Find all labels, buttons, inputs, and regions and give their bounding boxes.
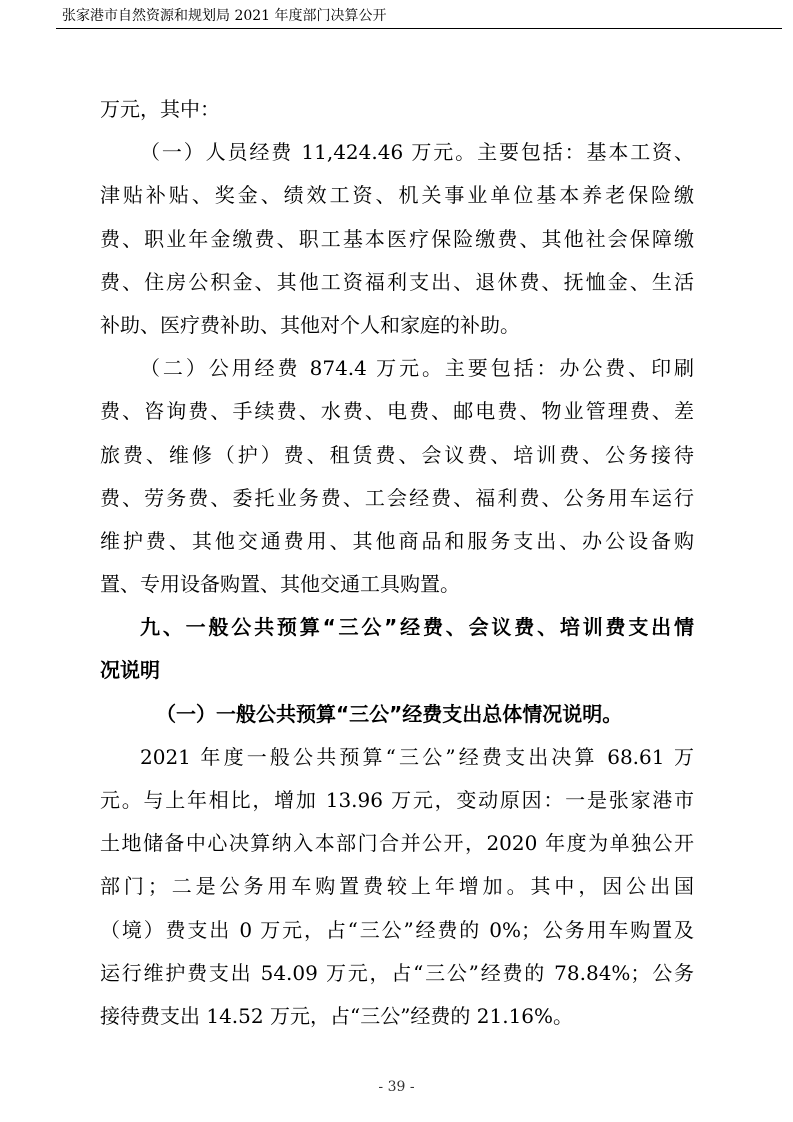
subsection-heading: （一）一般公共预算“三公”经费支出总体情况说明。 (156, 701, 623, 726)
body-line-10: 费、劳务费、委托业务费、工会经费、福利费、公务用车运行 (100, 485, 694, 510)
body-line-21: 运行维护费支出 54.09 万元，占“三公”经费的 78.84%；公务 (100, 960, 694, 985)
body-line-5: 费、住房公积金、其他工资福利支出、退休费、抚恤金、生活 (100, 269, 694, 294)
section-heading-line-1: 九、一般公共预算“三公”经费、会议费、培训费支出情 (140, 615, 694, 640)
document-header-title: 张家港市自然资源和规划局 2021 年度部门决算公开 (62, 8, 387, 24)
body-line-20: （境）费支出 0 万元，占“三公”经费的 0%；公务用车购置及 (100, 917, 694, 942)
body-line-9: 旅费、维修（护）费、租赁费、会议费、培训费、公务接待 (100, 442, 694, 467)
body-line-11: 维护费、其他交通费用、其他商品和服务支出、办公设备购 (100, 528, 694, 553)
section-heading-line-2: 况说明 (100, 658, 160, 683)
body-line-12: 置、专用设备购置、其他交通工具购置。 (100, 572, 460, 597)
body-line-7: （二）公用经费 874.4 万元。主要包括：办公费、印刷 (140, 356, 694, 381)
body-line-1: 万元，其中： (100, 97, 220, 121)
body-line-2: （一）人员经费 11,424.46 万元。主要包括：基本工资、 (140, 140, 694, 165)
body-line-18: 土地储备中心决算纳入本部门合并公开，2020 年度为单独公开 (100, 831, 694, 856)
body-line-8: 费、咨询费、手续费、水费、电费、邮电费、物业管理费、差 (100, 399, 694, 424)
body-line-6: 补助、医疗费补助、其他对个人和家庭的补助。 (100, 312, 520, 337)
header-divider (56, 28, 782, 29)
document-body (100, 88, 694, 1038)
body-line-4: 费、职业年金缴费、职工基本医疗保险缴费、其他社会保障缴 (100, 226, 694, 251)
page-number: - 39 - (378, 1079, 415, 1095)
body-line-3: 津贴补贴、奖金、绩效工资、机关事业单位基本养老保险缴 (100, 183, 694, 208)
body-line-19: 部门；二是公务用车购置费较上年增加。其中，因公出国 (100, 874, 694, 899)
body-line-22: 接待费支出 14.52 万元，占“三公”经费的 21.16%。 (100, 1003, 574, 1028)
body-line-17: 元。与上年相比，增加 13.96 万元，变动原因：一是张家港市 (100, 788, 694, 812)
body-line-16: 2021 年度一般公共预算“三公”经费支出决算 68.61 万 (140, 744, 694, 769)
